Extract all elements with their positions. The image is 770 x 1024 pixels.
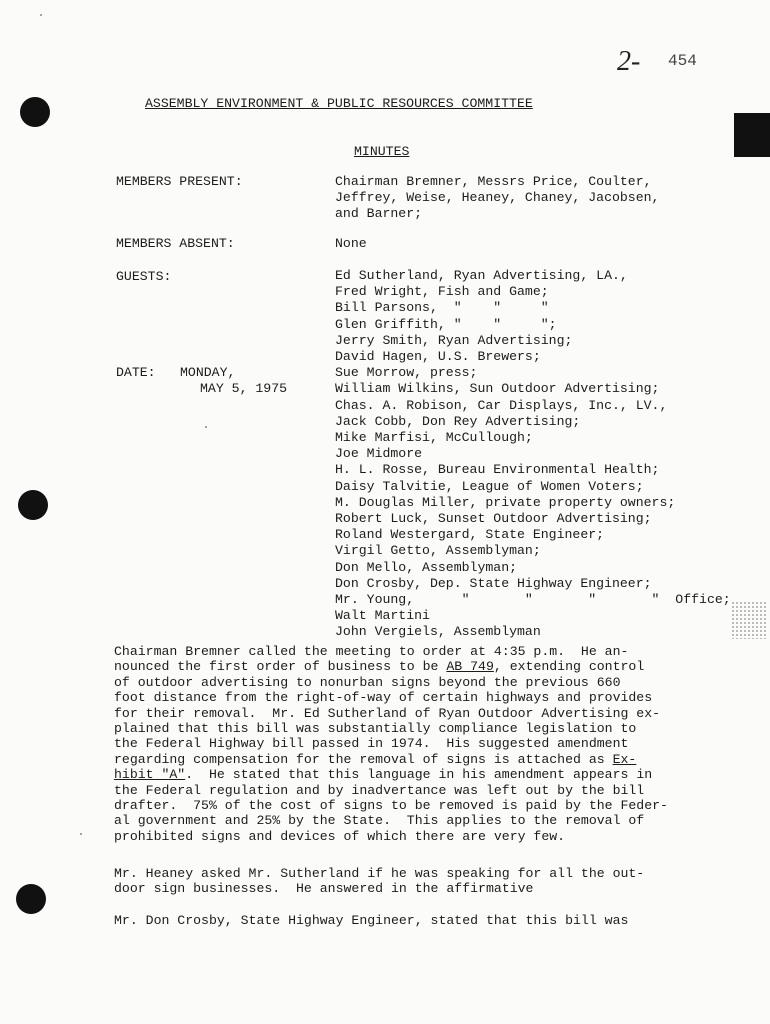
punch-hole-top xyxy=(20,97,50,127)
exhibit-reference-b: hibit "A" xyxy=(114,767,186,783)
handwritten-page-number: 2- xyxy=(617,46,641,77)
guest-entry: Daisy Talvitie, League of Women Voters; xyxy=(335,478,644,494)
members-absent-label: MEMBERS ABSENT: xyxy=(116,236,235,251)
guest-entry: Jack Cobb, Don Rey Advertising; xyxy=(335,413,581,429)
punch-hole-middle xyxy=(18,490,48,520)
paragraph-opening xyxy=(114,644,754,844)
guest-entry: H. L. Rosse, Bureau Environmental Health; xyxy=(335,462,660,478)
paragraph-line-start: nounced the first order of business to be xyxy=(114,659,447,675)
guest-entry: Roland Westergard, State Engineer; xyxy=(335,527,605,543)
members-absent-value: None xyxy=(335,236,367,251)
members-present-line: Chairman Bremner, Messrs Price, Coulter, xyxy=(335,174,652,189)
guest-entry: Sue Morrow, press; xyxy=(335,365,478,381)
paragraph-line: of outdoor advertising to nonurban signs beyond the previous 660 xyxy=(114,674,621,690)
guest-entry: Walt Martini xyxy=(335,608,430,624)
speck xyxy=(205,426,207,428)
paragraph-line: the Federal regulation and by inadvertance was left out by the bill xyxy=(114,782,645,798)
guest-entry: M. Douglas Miller, private property owners; xyxy=(335,494,676,510)
guest-entry: Fred Wright, Fish and Game; xyxy=(335,284,549,300)
guest-entry: Chas. A. Robison, Car Displays, Inc., LV., xyxy=(335,397,668,413)
paragraph-line: foot distance from the right-of-way of certain highways and provides xyxy=(114,690,653,706)
paragraph-line: Mr. Don Crosby, State Highway Engineer, stated that this bill was xyxy=(114,913,629,928)
paragraph-line: Mr. Heaney asked Mr. Sutherland if he was speaking for all the out- xyxy=(114,866,645,881)
minutes-title: MINUTES xyxy=(354,144,410,159)
date-label: DATE: xyxy=(116,365,156,380)
guest-entry: Robert Luck, Sunset Outdoor Advertising; xyxy=(335,511,652,527)
guest-entry: Don Mello, Assemblyman; xyxy=(335,559,518,575)
members-present-line: Jeffrey, Weise, Heaney, Chaney, Jacobsen, xyxy=(335,190,660,205)
punch-hole-bottom xyxy=(16,884,46,914)
guest-entry: Mike Marfisi, McCullough; xyxy=(335,430,533,446)
printed-page-number: 454 xyxy=(668,52,697,70)
guest-entry: Jerry Smith, Ryan Advertising; xyxy=(335,332,573,348)
index-tab-mark xyxy=(734,113,770,157)
paragraph-line xyxy=(114,659,754,674)
paragraph-line: drafter. 75% of the cost of signs to be removed is paid by the Feder- xyxy=(114,798,668,814)
paragraph-line: the Federal Highway bill passed in 1974. His suggested amendment xyxy=(114,736,629,752)
paragraph-line: door sign businesses. He answered in the affirmative xyxy=(114,881,534,897)
paragraph-line: al government and 25% by the State. This applies to the removal of xyxy=(114,813,645,829)
guest-entry: David Hagen, U.S. Brewers; xyxy=(335,349,541,365)
guest-entry: Glen Griffith, " " "; xyxy=(335,316,557,332)
paragraph-line: for their removal. Mr. Ed Sutherland of Ryan Outdoor Advertising ex- xyxy=(114,705,661,721)
guest-list xyxy=(335,268,731,641)
paragraph-line-end: . He stated that this language in his amendment appears in xyxy=(185,767,653,783)
date-day: MONDAY, xyxy=(180,365,236,380)
guest-entry: Virgil Getto, Assemblyman; xyxy=(335,543,541,559)
guest-entry: John Vergiels, Assemblyman xyxy=(335,624,541,640)
date-value: MAY 5, 1975 xyxy=(200,381,288,396)
guest-entry: Ed Sutherland, Ryan Advertising, LA., xyxy=(335,268,628,283)
members-present-label: MEMBERS PRESENT: xyxy=(116,174,243,189)
paragraph-line: prohibited signs and devices of which there are very few. xyxy=(114,828,566,844)
scan-noise-patch xyxy=(731,601,767,639)
paragraph-line-end: , extending control xyxy=(493,659,645,675)
speck xyxy=(80,833,82,835)
paragraph-line-start: regarding compensation for the removal of signs is attached as xyxy=(114,751,613,767)
paragraph-crosby xyxy=(114,913,754,928)
guest-entry: Mr. Young, " " " " Office; xyxy=(335,592,731,608)
paragraph-line xyxy=(114,752,754,767)
paragraph-heaney xyxy=(114,866,754,897)
members-present-line: and Barner; xyxy=(335,206,423,221)
guest-entry: William Wilkins, Sun Outdoor Advertising; xyxy=(335,381,660,397)
guest-entry: Bill Parsons, " " " xyxy=(335,300,549,316)
guests-label: GUESTS: xyxy=(116,269,172,284)
committee-heading: ASSEMBLY ENVIRONMENT & PUBLIC RESOURCES COMMITTEE xyxy=(145,96,533,111)
paragraph-line: plained that this bill was substantially compliance legislation to xyxy=(114,721,637,737)
exhibit-reference-a: Ex- xyxy=(612,751,637,767)
paragraph-line xyxy=(114,767,754,782)
guest-entry: Joe Midmore xyxy=(335,446,423,462)
speck xyxy=(40,14,42,16)
guest-entry: Don Crosby, Dep. State Highway Engineer; xyxy=(335,575,652,591)
bill-number: AB 749 xyxy=(446,659,494,675)
paragraph-line: Chairman Bremner called the meeting to order at 4:35 p.m. He an- xyxy=(114,644,629,659)
